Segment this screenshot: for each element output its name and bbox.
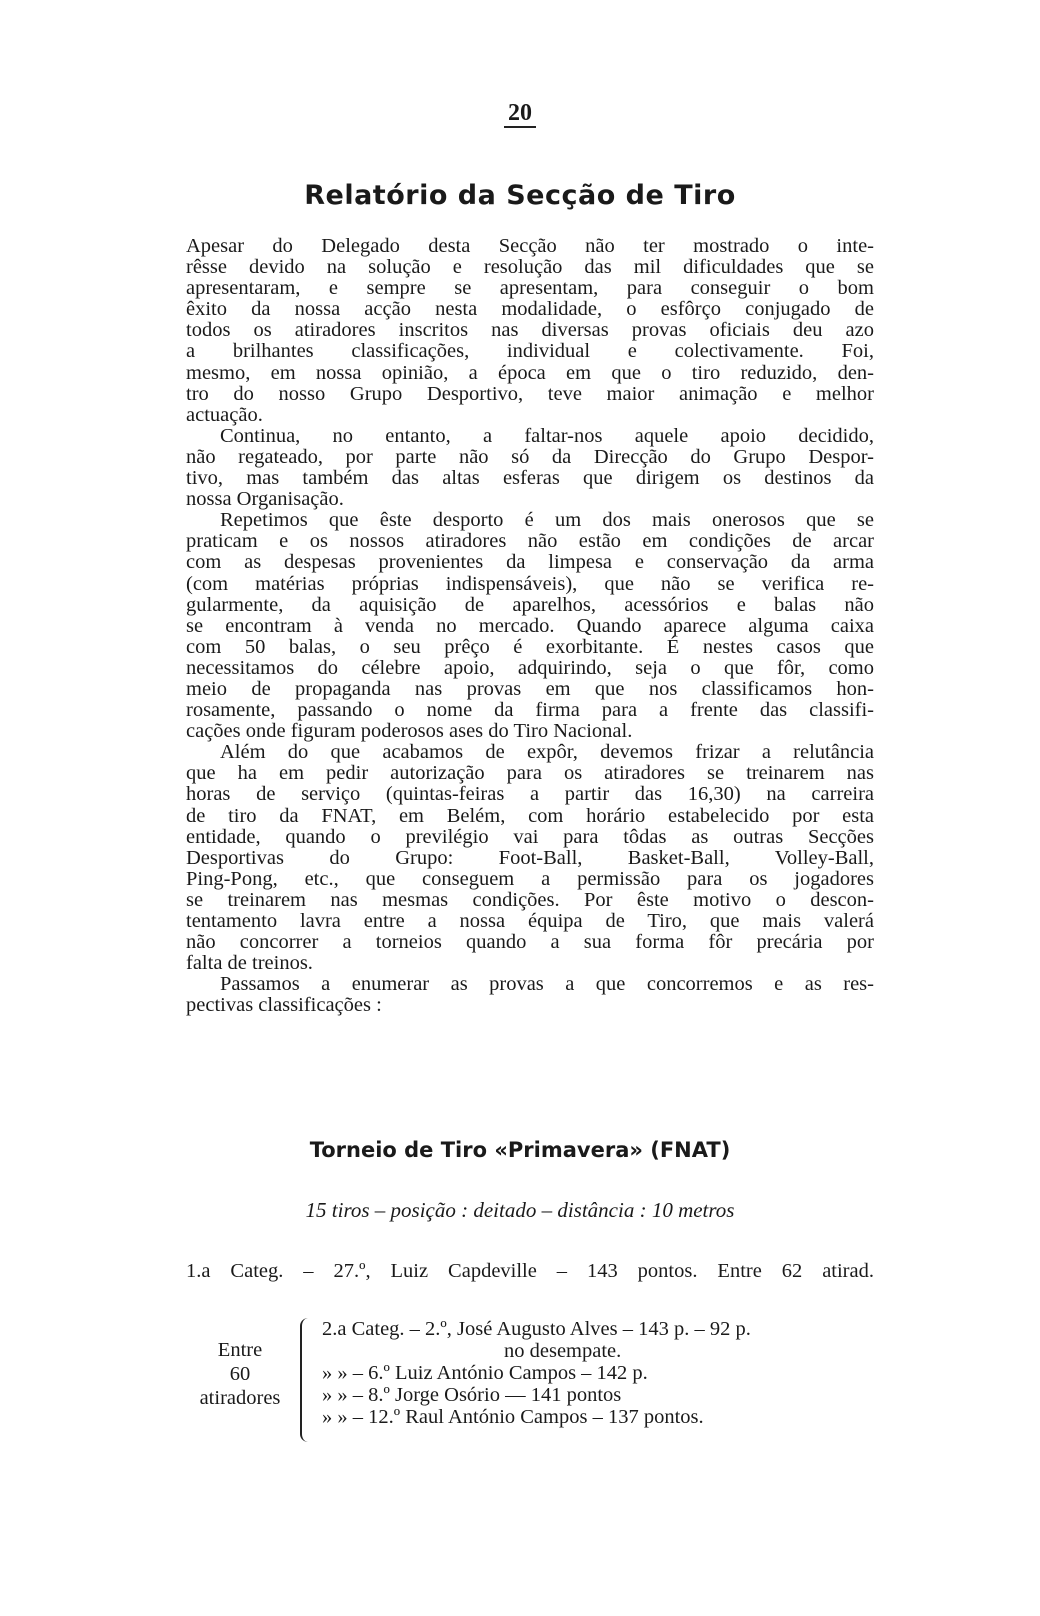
body-line: a brilhantes classificações, individual e colectivamente. Foi, bbox=[186, 340, 874, 363]
body-line: rêsse devido na solução e resolução das mil dificuldades que se bbox=[186, 256, 874, 279]
body-line: apresentaram, e sempre se apresentam, para conseguir o bom bbox=[186, 277, 874, 300]
result-row: » » – 6.º Luiz António Campos – 142 p. bbox=[322, 1362, 648, 1384]
body-line: tivo, mas também das altas esferas que dirigem os destinos da bbox=[186, 467, 874, 490]
body-line: se treinarem nas mesmas condições. Por êste motivo o descon- bbox=[186, 888, 874, 911]
body-line: tentamento lavra entre a nossa équipa de Tiro, que mais valerá bbox=[186, 910, 874, 932]
body-line: pectivas classificações : bbox=[186, 994, 382, 1017]
section-subtitle: 15 tiros – posição : deitado – distância : 10 metros bbox=[305, 1198, 735, 1222]
body-line: necessitamos do célebre apoio, adquirindo, seja o que fôr, como bbox=[186, 656, 874, 679]
body-line: que ha em pedir autorização para os atiradores se treinarem nas bbox=[186, 762, 874, 785]
group-label bbox=[180, 1338, 300, 1410]
group-label-line: atiradores bbox=[199, 1387, 281, 1409]
body-line: êxito da nossa acção nesta modalidade, o esfôrço conjugado de bbox=[186, 298, 874, 321]
body-line: Continua, no entanto, a faltar-nos aquele apoio decidido, bbox=[220, 424, 874, 447]
body-line: Apesar do Delegado desta Secção não ter mostrado o inte- bbox=[186, 235, 874, 257]
body-line: cações onde figuram poderosos ases do Tiro Nacional. bbox=[186, 720, 633, 743]
body-line: com 50 balas, o seu prêço é exorbitante. É nestes casos que bbox=[186, 635, 874, 658]
body-line: horas de serviço (quintas-feiras a partir das 16,30) na carreira bbox=[186, 783, 874, 806]
body-line: nossa Organisação. bbox=[186, 488, 344, 511]
body-line: com as despesas provenientes da limpesa e conservação da arma bbox=[186, 551, 874, 574]
body-line: falta de treinos. bbox=[186, 952, 313, 975]
body-line: não concorrer a torneios quando a sua forma fôr precária por bbox=[186, 931, 874, 954]
body-line: Desportivas do Grupo: Foot-Ball, Basket-Ball, Volley-Ball, bbox=[186, 846, 874, 869]
group-label-line: Entre bbox=[217, 1339, 263, 1361]
body-line: de tiro da FNAT, em Belém, com horário estabelecido por esta bbox=[186, 804, 874, 827]
body-line: actuação. bbox=[186, 403, 263, 426]
body-line: mesmo, em nossa opinião, a época em que o tiro reduzido, den- bbox=[186, 361, 874, 384]
page-number: 20 bbox=[0, 100, 1040, 127]
result-row: no desempate. bbox=[504, 1340, 622, 1362]
result-row: » » – 8.º Jorge Osório — 141 pontos bbox=[322, 1384, 622, 1406]
result-row: » » – 12.º Raul António Campos – 137 pontos. bbox=[322, 1406, 704, 1428]
body-line: todos os atiradores inscritos nas diversas provas oficiais deu azo bbox=[186, 319, 874, 342]
body-line: Passamos a enumerar as provas a que concorremos e as res- bbox=[220, 973, 874, 996]
results-list bbox=[322, 1318, 882, 1428]
body-line: rosamente, passando o nome da firma para a frente das classifi- bbox=[186, 699, 874, 722]
group-label-line: 60 bbox=[229, 1363, 251, 1385]
body-line: Repetimos que êste desporto é um dos mais onerosos que se bbox=[220, 509, 874, 532]
brace bbox=[300, 1318, 312, 1442]
first-result: 1.a Categ. – 27.º, Luiz Capdeville – 143 pontos. Entre 62 atirad. bbox=[186, 1260, 874, 1282]
body-text bbox=[186, 236, 874, 1016]
body-line: Ping-Pong, etc., que conseguem a permissão para os jogadores bbox=[186, 867, 874, 890]
body-line: meio de propaganda nas provas em que nos classificamos hon- bbox=[186, 677, 874, 700]
result-row: 2.a Categ. – 2.º, José Augusto Alves – 143 p. – 92 p. bbox=[322, 1318, 751, 1340]
body-line: tro do nosso Grupo Desportivo, teve maior animação e melhor bbox=[186, 382, 874, 405]
body-line: gularmente, da aquisição de aparelhos, acessórios e balas não bbox=[186, 593, 874, 616]
body-line: Além do que acabamos de expôr, devemos frizar a relutância bbox=[220, 741, 874, 764]
section-title: Torneio de Tiro «Primavera» (FNAT) bbox=[309, 1138, 731, 1162]
body-line: entidade, quando o previlégio vai para tôdas as outras Secções bbox=[186, 825, 874, 848]
body-line: não regateado, por parte não só da Direcção do Grupo Despor- bbox=[186, 445, 874, 468]
page-title: Relatório da Secção de Tiro bbox=[304, 180, 736, 211]
body-line: se encontram à venda no mercado. Quando aparece alguma caixa bbox=[186, 614, 874, 637]
body-line: praticam e os nossos atiradores não estão em condições de arcar bbox=[186, 530, 874, 553]
body-line: (com matérias próprias indispensáveis), que não se verifica re- bbox=[186, 572, 874, 595]
